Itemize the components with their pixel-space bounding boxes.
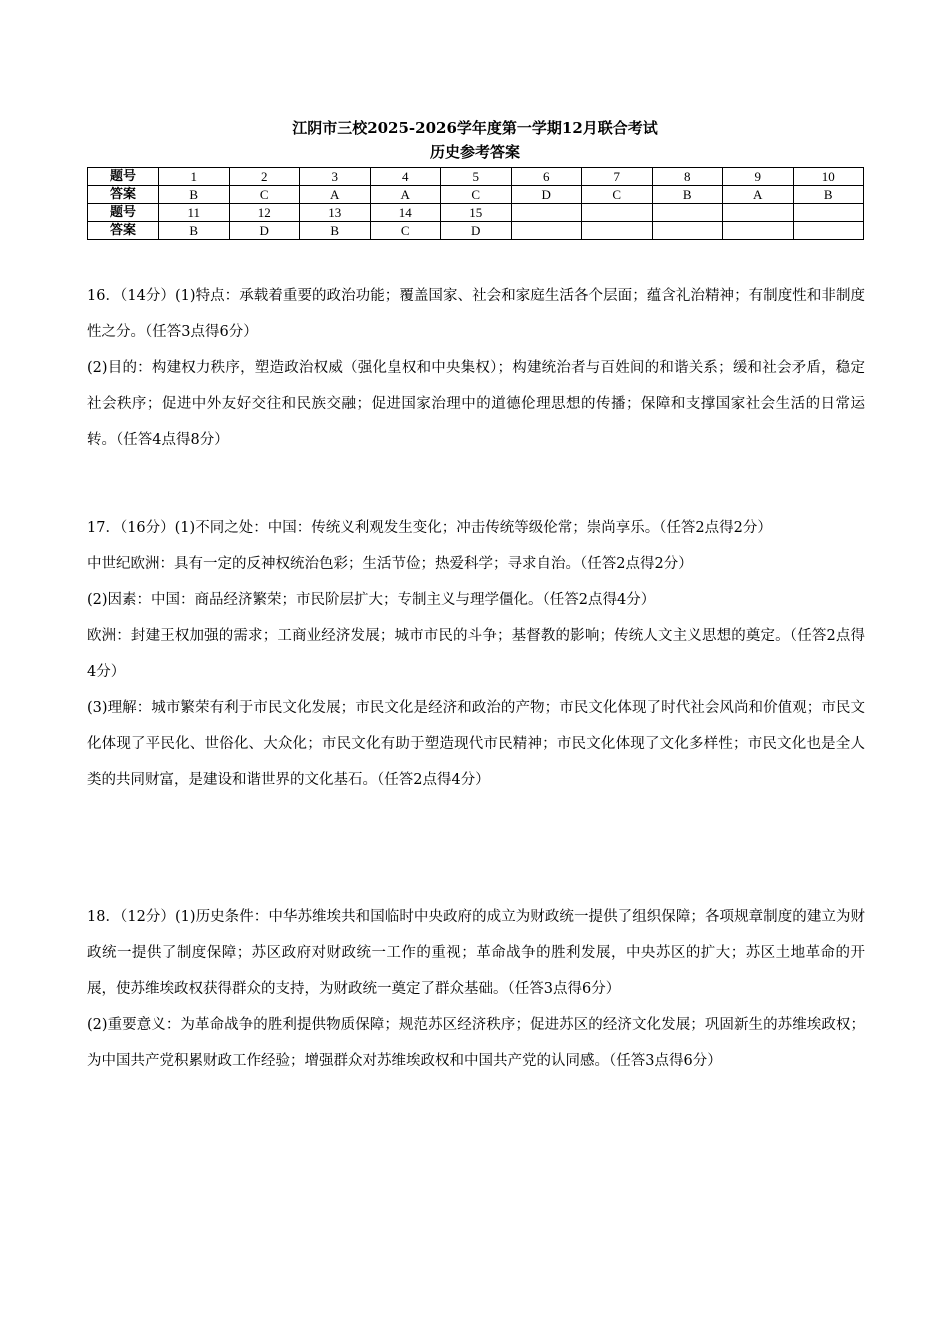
empty-cell <box>511 222 582 240</box>
empty-cell <box>793 222 864 240</box>
table-row-questions-2 <box>88 204 864 222</box>
question-number: 7 <box>582 168 653 186</box>
answer-cell: B <box>159 222 230 240</box>
q17-part1-europe: 中世纪欧洲：具有一定的反神权统治色彩；生活节俭；热爱科学；寻求自治。（任答2点得2分） <box>87 556 693 572</box>
answer-cell: B <box>159 186 230 204</box>
answer-cell: C <box>441 186 512 204</box>
empty-cell <box>652 204 723 222</box>
question-number: 3 <box>300 168 371 186</box>
question-number: 15 <box>441 204 512 222</box>
question-number: 2 <box>229 168 300 186</box>
answer-cell: C <box>370 222 441 240</box>
answer-cell: B <box>652 186 723 204</box>
question-number: 12 <box>229 204 300 222</box>
question-18-answer <box>87 899 865 1079</box>
table-row-answers-2 <box>88 222 864 240</box>
question-number: 11 <box>159 204 230 222</box>
question-number: 8 <box>652 168 723 186</box>
empty-cell <box>723 222 794 240</box>
question-16-answer <box>87 278 865 458</box>
empty-cell <box>582 204 653 222</box>
answer-cell: B <box>793 186 864 204</box>
table-row-answers-1 <box>88 186 864 204</box>
empty-cell <box>652 222 723 240</box>
question-17-answer <box>87 510 865 798</box>
answer-cell: D <box>229 222 300 240</box>
answer-cell: B <box>300 222 371 240</box>
question-number: 4 <box>370 168 441 186</box>
answer-cell: A <box>370 186 441 204</box>
q17-part3: (3)理解：城市繁荣有利于市民文化发展；市民文化是经济和政治的产物；市民文化体现了时代社会风尚和价值观；市民文化体现了平民化、世俗化、大众化；市民文化有助于塑造现代市民精神；市民文化体现了文化多样性；市民文化也是全人类的共同财富，是建设和谐世界的文化基石。（任答2点得4分） <box>87 700 865 788</box>
answer-cell: D <box>441 222 512 240</box>
question-number: 10 <box>793 168 864 186</box>
empty-cell <box>793 204 864 222</box>
question-number: 13 <box>300 204 371 222</box>
answer-cell: C <box>582 186 653 204</box>
empty-cell <box>723 204 794 222</box>
answer-cell: C <box>229 186 300 204</box>
question-number: 9 <box>723 168 794 186</box>
question-number: 14 <box>370 204 441 222</box>
row-label-answer: 答案 <box>88 186 159 204</box>
question-number: 1 <box>159 168 230 186</box>
table-row-questions-1 <box>88 168 864 186</box>
row-label-question: 题号 <box>88 168 159 186</box>
q18-part1: 18．（12分）(1)历史条件：中华苏维埃共和国临时中央政府的成立为财政统一提供了组织保障；各项规章制度的建立为财政统一提供了制度保障；苏区政府对财政统一工作的重视；革命战争的胜利发展，中央苏区的扩大；苏区土地革命的开展，使苏维埃政权获得群众的支持，为财政统一奠定了群众基础。（任答3点得6分） <box>87 909 865 997</box>
answer-cell: D <box>511 186 582 204</box>
question-number: 6 <box>511 168 582 186</box>
question-number: 5 <box>441 168 512 186</box>
q16-part2: (2)目的：构建权力秩序，塑造政治权威（强化皇权和中央集权）；构建统治者与百姓间的和谐关系；缓和社会矛盾，稳定社会秩序；促进中外友好交往和民族交融；促进国家治理中的道德伦理思想的传播；保障和支撑国家社会生活的日常运转。（任答4点得8分） <box>87 360 865 448</box>
row-label-question: 题号 <box>88 204 159 222</box>
answer-cell: A <box>300 186 371 204</box>
q17-part2-china: (2)因素：中国：商品经济繁荣；市民阶层扩大；专制主义与理学僵化。（任答2点得4分） <box>87 592 656 608</box>
answer-table <box>87 167 864 240</box>
q16-part1: 16．（14分）(1)特点：承载着重要的政治功能；覆盖国家、社会和家庭生活各个层面；蕴含礼治精神；有制度性和非制度性之分。（任答3点得6分） <box>87 288 865 340</box>
answer-key-subtitle: 历史参考答案 <box>429 143 520 161</box>
q18-part2: (2)重要意义：为革命战争的胜利提供物质保障；规范苏区经济秩序；促进苏区的经济文化发展；巩固新生的苏维埃政权；为中国共产党积累财政工作经验；增强群众对苏维埃政权和中国共产党的认同感。（任答3点得6分） <box>87 1017 865 1069</box>
row-label-answer: 答案 <box>88 222 159 240</box>
exam-title: 江阴市三校2025-2026学年度第一学期12月联合考试 <box>292 119 658 137</box>
q17-part1-china: 17．（16分）(1)不同之处：中国：传统义利观发生变化；冲击传统等级伦常；崇尚享乐。（任答2点得2分） <box>87 520 772 536</box>
empty-cell <box>582 222 653 240</box>
q17-part2-europe: 欧洲：封建王权加强的需求；工商业经济发展；城市市民的斗争；基督教的影响；传统人文主义思想的奠定。（任答2点得4分） <box>87 628 865 680</box>
empty-cell <box>511 204 582 222</box>
answer-cell: A <box>723 186 794 204</box>
